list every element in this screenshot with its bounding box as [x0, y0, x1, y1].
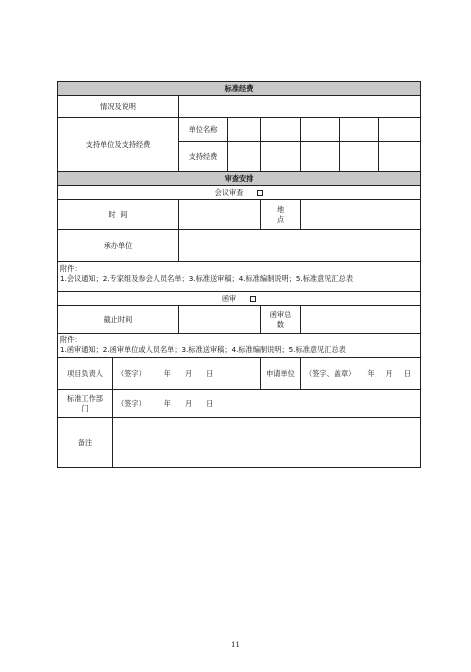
situation-label: 情况及说明	[58, 96, 179, 118]
dept-sign-field[interactable]: （签字） 年 月 日	[113, 390, 421, 418]
funding-field-5[interactable]	[379, 142, 421, 172]
applicant-label: 申请单位	[261, 358, 301, 390]
letter-total-label: 函审总 数	[261, 306, 301, 334]
meeting-review-row	[58, 186, 421, 200]
letter-attachments	[58, 334, 421, 358]
letter-total-field[interactable]	[301, 306, 421, 334]
letter-review-label: 函审	[221, 293, 237, 303]
dept-label: 标准工作部 门	[58, 390, 113, 418]
meeting-review-checkbox[interactable]	[257, 190, 263, 196]
meeting-attachments-list: 1.会议通知；2.专家组及参会人员名单；3.标准送审稿；4.标准编制说明；5.标准意见汇总表	[60, 273, 354, 283]
remarks-label: 备注	[58, 418, 113, 468]
support-label: 支持单位及支持经费	[58, 118, 179, 172]
review-section-header: 审查安排	[58, 172, 421, 186]
time-label: 时 间	[58, 200, 179, 230]
project-leader-label: 项目负责人	[58, 358, 113, 390]
funding-field-4[interactable]	[340, 142, 379, 172]
location-label: 地 点	[261, 200, 301, 230]
meeting-attachments-label: 附件：	[60, 264, 82, 273]
organizer-label: 承办单位	[58, 230, 179, 262]
page-number: 11	[231, 641, 240, 649]
funding-field-1[interactable]	[228, 142, 261, 172]
applicant-sign-field[interactable]: （签字、盖章） 年 月 日	[301, 358, 421, 390]
deadline-label: 截止时间	[58, 306, 179, 334]
funding-field-2[interactable]	[261, 142, 301, 172]
unit-name-field-3[interactable]	[301, 118, 340, 142]
unit-name-field-2[interactable]	[261, 118, 301, 142]
location-field[interactable]	[301, 200, 421, 230]
letter-attachments-list: 1.函审通知；2.函审单位或人员名单；3.标准送审稿；4.标准编制说明；5.标准意见汇总表	[60, 344, 346, 354]
meeting-attachments	[58, 262, 421, 292]
project-leader-sign-field[interactable]: （签字） 年 月 日	[113, 358, 261, 390]
meeting-review-label: 会议审查	[214, 187, 244, 197]
situation-field[interactable]	[179, 96, 421, 118]
unit-name-field-4[interactable]	[340, 118, 379, 142]
application-form-table	[57, 81, 421, 468]
funding-field-3[interactable]	[301, 142, 340, 172]
letter-attachments-label: 附件：	[60, 335, 82, 344]
funding-label: 支持经费	[179, 142, 228, 172]
time-field[interactable]	[179, 200, 261, 230]
deadline-field[interactable]	[179, 306, 261, 334]
funding-section-header: 标准经费	[58, 82, 421, 96]
unit-name-field-1[interactable]	[228, 118, 261, 142]
letter-review-row	[58, 292, 421, 306]
letter-review-checkbox[interactable]	[250, 296, 256, 302]
remarks-field[interactable]	[113, 418, 421, 468]
unit-name-label: 单位名称	[179, 118, 228, 142]
organizer-field[interactable]	[179, 230, 421, 262]
unit-name-field-5[interactable]	[379, 118, 421, 142]
